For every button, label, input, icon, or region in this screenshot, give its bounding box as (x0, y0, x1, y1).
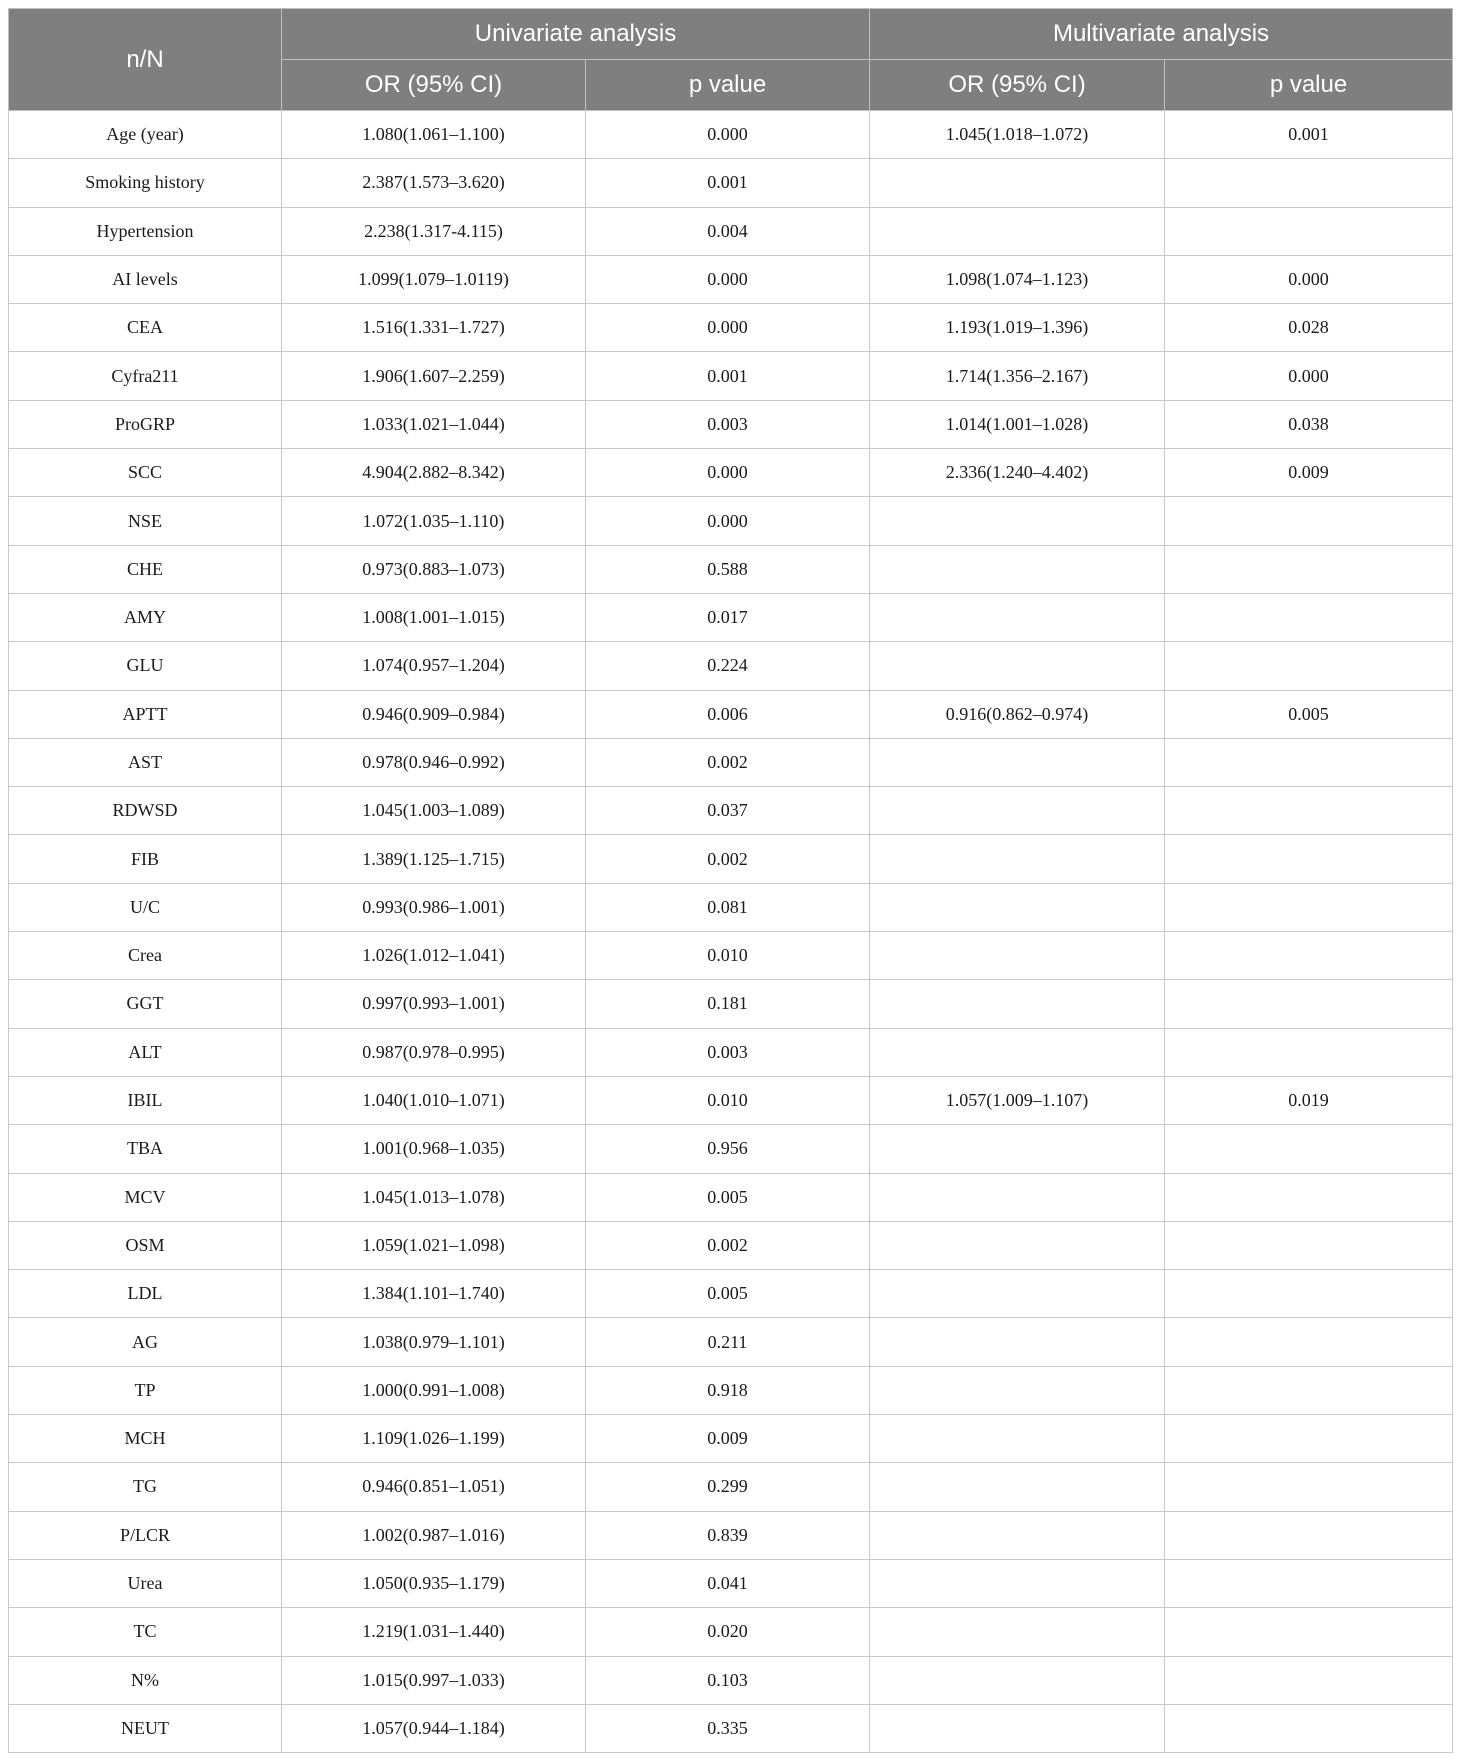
multivariate-p-cell (1165, 883, 1453, 931)
univariate-p-cell: 0.002 (586, 835, 870, 883)
table-row (9, 835, 1453, 883)
variable-cell: P/LCR (9, 1511, 282, 1559)
multivariate-or-cell (870, 980, 1165, 1028)
multivariate-or-cell (870, 1704, 1165, 1752)
multivariate-or-cell (870, 1511, 1165, 1559)
univariate-or-cell: 1.219(1.031–1.440) (282, 1608, 586, 1656)
table-row (9, 1704, 1453, 1752)
multivariate-or-cell (870, 159, 1165, 207)
multivariate-p-cell (1165, 1704, 1453, 1752)
table-row (9, 545, 1453, 593)
univariate-or-cell: 1.026(1.012–1.041) (282, 932, 586, 980)
table-row (9, 1656, 1453, 1704)
multivariate-or-cell (870, 593, 1165, 641)
multivariate-or-cell (870, 1318, 1165, 1366)
univariate-or-cell: 0.978(0.946–0.992) (282, 738, 586, 786)
univariate-or-cell: 1.001(0.968–1.035) (282, 1125, 586, 1173)
multivariate-or-cell (870, 207, 1165, 255)
univariate-p-cell: 0.020 (586, 1608, 870, 1656)
multivariate-p-cell (1165, 1318, 1453, 1366)
univariate-or-cell: 1.109(1.026–1.199) (282, 1415, 586, 1463)
univariate-or-cell: 0.946(0.851–1.051) (282, 1463, 586, 1511)
multivariate-or-cell (870, 1656, 1165, 1704)
variable-cell: RDWSD (9, 787, 282, 835)
univariate-or-cell: 1.008(1.001–1.015) (282, 593, 586, 641)
multivariate-p-cell (1165, 1415, 1453, 1463)
variable-cell: Urea (9, 1559, 282, 1607)
multivariate-or-cell (870, 738, 1165, 786)
multivariate-p-cell: 0.038 (1165, 400, 1453, 448)
univariate-p-cell: 0.010 (586, 1076, 870, 1124)
variable-cell: CEA (9, 304, 282, 352)
multivariate-or-cell: 0.916(0.862–0.974) (870, 690, 1165, 738)
variable-cell: SCC (9, 449, 282, 497)
variable-cell: Crea (9, 932, 282, 980)
multivariate-p-cell (1165, 159, 1453, 207)
univariate-or-cell: 1.080(1.061–1.100) (282, 111, 586, 159)
multivariate-p-cell (1165, 1028, 1453, 1076)
multivariate-or-cell (870, 1028, 1165, 1076)
univariate-or-cell: 1.389(1.125–1.715) (282, 835, 586, 883)
multivariate-p-cell (1165, 1463, 1453, 1511)
variable-cell: GLU (9, 642, 282, 690)
multivariate-or-cell (870, 1415, 1165, 1463)
table-body (9, 111, 1453, 1753)
variable-cell: LDL (9, 1270, 282, 1318)
univariate-or-cell: 0.993(0.986–1.001) (282, 883, 586, 931)
univariate-p-cell: 0.041 (586, 1559, 870, 1607)
univariate-p-cell: 0.335 (586, 1704, 870, 1752)
univariate-p-cell: 0.000 (586, 255, 870, 303)
variable-cell: AMY (9, 593, 282, 641)
multivariate-or-cell: 2.336(1.240–4.402) (870, 449, 1165, 497)
univariate-or-cell: 4.904(2.882–8.342) (282, 449, 586, 497)
multivariate-p-cell (1165, 1559, 1453, 1607)
multivariate-p-cell: 0.028 (1165, 304, 1453, 352)
multivariate-or-cell (870, 497, 1165, 545)
multivariate-or-cell (870, 545, 1165, 593)
table-row (9, 449, 1453, 497)
multivariate-or-cell (870, 1559, 1165, 1607)
univariate-or-cell: 1.033(1.021–1.044) (282, 400, 586, 448)
univariate-p-cell: 0.004 (586, 207, 870, 255)
univariate-p-cell: 0.000 (586, 449, 870, 497)
regression-table (8, 8, 1453, 1753)
univariate-p-cell: 0.006 (586, 690, 870, 738)
univariate-header: Univariate analysis (282, 9, 870, 60)
univariate-p-cell: 0.839 (586, 1511, 870, 1559)
univariate-or-cell: 1.384(1.101–1.740) (282, 1270, 586, 1318)
variable-cell: TG (9, 1463, 282, 1511)
multivariate-or-cell (870, 932, 1165, 980)
univariate-p-cell: 0.010 (586, 932, 870, 980)
univariate-or-cell: 0.987(0.978–0.995) (282, 1028, 586, 1076)
table-row (9, 159, 1453, 207)
univariate-p-cell: 0.588 (586, 545, 870, 593)
multivariate-p-cell (1165, 207, 1453, 255)
table-row (9, 1125, 1453, 1173)
multivariate-or-cell (870, 787, 1165, 835)
variable-cell: ALT (9, 1028, 282, 1076)
multivariate-or-cell: 1.045(1.018–1.072) (870, 111, 1165, 159)
univariate-or-cell: 2.387(1.573–3.620) (282, 159, 586, 207)
univariate-or-cell: 2.238(1.317-4.115) (282, 207, 586, 255)
univariate-or-cell: 1.045(1.013–1.078) (282, 1173, 586, 1221)
multivariate-or-cell (870, 835, 1165, 883)
multivariate-or-cell (870, 1366, 1165, 1414)
variable-cell: Cyfra211 (9, 352, 282, 400)
univariate-p-cell: 0.081 (586, 883, 870, 931)
table-row (9, 1318, 1453, 1366)
univariate-or-cell: 1.516(1.331–1.727) (282, 304, 586, 352)
table-row (9, 1270, 1453, 1318)
table-row (9, 1608, 1453, 1656)
univariate-p-cell: 0.181 (586, 980, 870, 1028)
variable-cell: N% (9, 1656, 282, 1704)
univariate-p-cell: 0.003 (586, 1028, 870, 1076)
variable-cell: OSM (9, 1221, 282, 1269)
table-row (9, 304, 1453, 352)
univariate-or-cell: 1.099(1.079–1.0119) (282, 255, 586, 303)
table-row (9, 1511, 1453, 1559)
table-row (9, 642, 1453, 690)
univariate-p-cell: 0.956 (586, 1125, 870, 1173)
variable-cell: NSE (9, 497, 282, 545)
multivariate-header: Multivariate analysis (870, 9, 1453, 60)
univariate-or-cell: 1.000(0.991–1.008) (282, 1366, 586, 1414)
multivariate-p-cell (1165, 738, 1453, 786)
multivariate-or-header: OR (95% CI) (870, 60, 1165, 111)
multivariate-p-cell (1165, 980, 1453, 1028)
row-label-header: n/N (9, 9, 282, 111)
univariate-or-cell: 0.973(0.883–1.073) (282, 545, 586, 593)
univariate-or-cell: 1.045(1.003–1.089) (282, 787, 586, 835)
table-row (9, 207, 1453, 255)
univariate-p-cell: 0.001 (586, 159, 870, 207)
variable-cell: IBIL (9, 1076, 282, 1124)
univariate-or-cell: 1.906(1.607–2.259) (282, 352, 586, 400)
multivariate-or-cell (870, 1221, 1165, 1269)
variable-cell: MCH (9, 1415, 282, 1463)
table-row (9, 352, 1453, 400)
univariate-or-cell: 1.050(0.935–1.179) (282, 1559, 586, 1607)
table-row (9, 1463, 1453, 1511)
table-container (8, 8, 1453, 1753)
table-row (9, 1076, 1453, 1124)
variable-cell: MCV (9, 1173, 282, 1221)
table-row (9, 593, 1453, 641)
multivariate-or-cell: 1.057(1.009–1.107) (870, 1076, 1165, 1124)
multivariate-or-cell: 1.098(1.074–1.123) (870, 255, 1165, 303)
variable-cell: TC (9, 1608, 282, 1656)
variable-cell: AI levels (9, 255, 282, 303)
multivariate-p-cell: 0.009 (1165, 449, 1453, 497)
table-row (9, 1415, 1453, 1463)
variable-cell: TP (9, 1366, 282, 1414)
multivariate-p-cell (1165, 1221, 1453, 1269)
multivariate-p-cell: 0.019 (1165, 1076, 1453, 1124)
multivariate-p-cell: 0.000 (1165, 352, 1453, 400)
table-row (9, 883, 1453, 931)
multivariate-p-cell (1165, 545, 1453, 593)
univariate-p-cell: 0.000 (586, 304, 870, 352)
table-row (9, 111, 1453, 159)
table-row (9, 1028, 1453, 1076)
univariate-or-header: OR (95% CI) (282, 60, 586, 111)
univariate-or-cell: 1.057(0.944–1.184) (282, 1704, 586, 1752)
multivariate-or-cell: 1.714(1.356–2.167) (870, 352, 1165, 400)
table-row (9, 932, 1453, 980)
univariate-p-cell: 0.299 (586, 1463, 870, 1511)
univariate-p-cell: 0.224 (586, 642, 870, 690)
table-row (9, 1221, 1453, 1269)
multivariate-p-cell (1165, 787, 1453, 835)
multivariate-p-cell (1165, 1656, 1453, 1704)
univariate-or-cell: 1.002(0.987–1.016) (282, 1511, 586, 1559)
multivariate-or-cell (870, 1173, 1165, 1221)
table-row (9, 400, 1453, 448)
table-row (9, 787, 1453, 835)
variable-cell: AST (9, 738, 282, 786)
univariate-p-cell: 0.103 (586, 1656, 870, 1704)
univariate-or-cell: 1.015(0.997–1.033) (282, 1656, 586, 1704)
univariate-p-header: p value (586, 60, 870, 111)
univariate-p-cell: 0.001 (586, 352, 870, 400)
variable-cell: TBA (9, 1125, 282, 1173)
multivariate-p-header: p value (1165, 60, 1453, 111)
multivariate-or-cell (870, 1125, 1165, 1173)
univariate-p-cell: 0.003 (586, 400, 870, 448)
multivariate-p-cell: 0.000 (1165, 255, 1453, 303)
multivariate-p-cell (1165, 1270, 1453, 1318)
variable-cell: Smoking history (9, 159, 282, 207)
multivariate-p-cell (1165, 1125, 1453, 1173)
multivariate-p-cell (1165, 497, 1453, 545)
univariate-p-cell: 0.002 (586, 1221, 870, 1269)
variable-cell: Age (year) (9, 111, 282, 159)
multivariate-p-cell (1165, 1173, 1453, 1221)
univariate-p-cell: 0.211 (586, 1318, 870, 1366)
multivariate-p-cell (1165, 642, 1453, 690)
multivariate-or-cell: 1.193(1.019–1.396) (870, 304, 1165, 352)
multivariate-p-cell (1165, 593, 1453, 641)
univariate-or-cell: 0.946(0.909–0.984) (282, 690, 586, 738)
multivariate-p-cell (1165, 1608, 1453, 1656)
multivariate-p-cell (1165, 835, 1453, 883)
variable-cell: GGT (9, 980, 282, 1028)
variable-cell: FIB (9, 835, 282, 883)
multivariate-p-cell (1165, 932, 1453, 980)
multivariate-p-cell: 0.005 (1165, 690, 1453, 738)
univariate-p-cell: 0.017 (586, 593, 870, 641)
univariate-or-cell: 1.038(0.979–1.101) (282, 1318, 586, 1366)
variable-cell: Hypertension (9, 207, 282, 255)
univariate-or-cell: 1.072(1.035–1.110) (282, 497, 586, 545)
table-header (9, 9, 1453, 111)
variable-cell: U/C (9, 883, 282, 931)
table-row (9, 690, 1453, 738)
table-row (9, 255, 1453, 303)
univariate-p-cell: 0.009 (586, 1415, 870, 1463)
table-row (9, 497, 1453, 545)
multivariate-p-cell: 0.001 (1165, 111, 1453, 159)
table-row (9, 1173, 1453, 1221)
univariate-p-cell: 0.037 (586, 787, 870, 835)
multivariate-or-cell (870, 642, 1165, 690)
multivariate-p-cell (1165, 1366, 1453, 1414)
multivariate-or-cell (870, 883, 1165, 931)
univariate-p-cell: 0.000 (586, 111, 870, 159)
univariate-p-cell: 0.000 (586, 497, 870, 545)
multivariate-p-cell (1165, 1511, 1453, 1559)
univariate-p-cell: 0.005 (586, 1270, 870, 1318)
variable-cell: APTT (9, 690, 282, 738)
table-row (9, 1559, 1453, 1607)
multivariate-or-cell (870, 1608, 1165, 1656)
univariate-p-cell: 0.918 (586, 1366, 870, 1414)
multivariate-or-cell (870, 1463, 1165, 1511)
multivariate-or-cell: 1.014(1.001–1.028) (870, 400, 1165, 448)
univariate-or-cell: 0.997(0.993–1.001) (282, 980, 586, 1028)
table-row (9, 1366, 1453, 1414)
univariate-or-cell: 1.074(0.957–1.204) (282, 642, 586, 690)
variable-cell: CHE (9, 545, 282, 593)
variable-cell: NEUT (9, 1704, 282, 1752)
univariate-p-cell: 0.002 (586, 738, 870, 786)
table-row (9, 980, 1453, 1028)
multivariate-or-cell (870, 1270, 1165, 1318)
table-row (9, 738, 1453, 786)
variable-cell: ProGRP (9, 400, 282, 448)
univariate-p-cell: 0.005 (586, 1173, 870, 1221)
univariate-or-cell: 1.059(1.021–1.098) (282, 1221, 586, 1269)
univariate-or-cell: 1.040(1.010–1.071) (282, 1076, 586, 1124)
variable-cell: AG (9, 1318, 282, 1366)
